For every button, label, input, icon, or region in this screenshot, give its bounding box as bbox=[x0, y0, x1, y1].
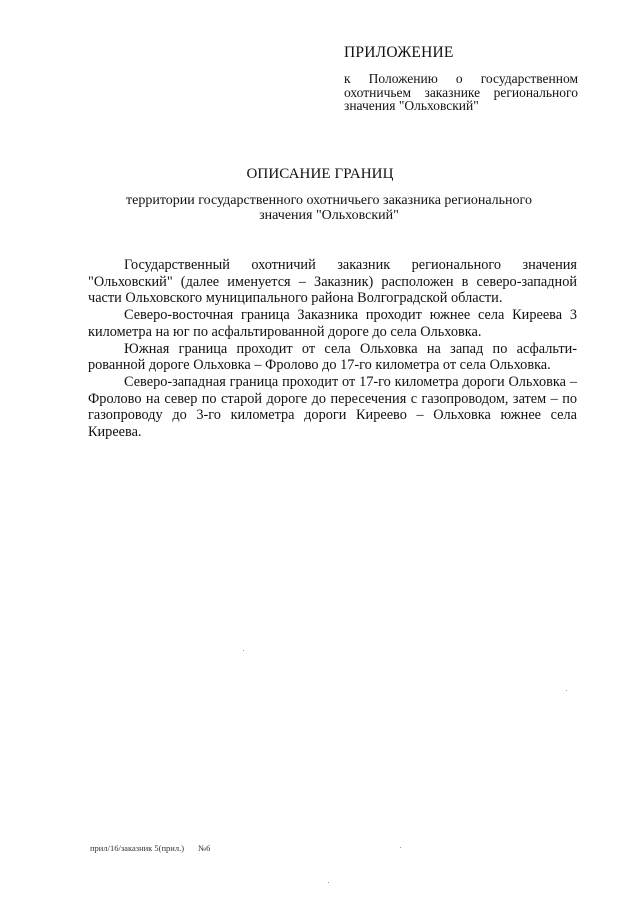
document-heading: ОПИСАНИЕ ГРАНИЦ bbox=[246, 166, 394, 182]
scan-speck bbox=[566, 690, 567, 691]
footer-code: №6 bbox=[198, 843, 211, 853]
appendix-title: ПРИЛОЖЕНИЕ bbox=[344, 44, 454, 61]
scan-speck bbox=[400, 847, 401, 848]
document-body bbox=[88, 257, 577, 441]
paragraph-south-border: Южная граница проходит от села Ольховка на запад по асфальти-рованной дороге Ольховка – Фролово до 17-го километра от села Ольховка. bbox=[88, 340, 577, 374]
page-footer bbox=[90, 843, 210, 853]
appendix-block bbox=[344, 44, 578, 113]
paragraph-northwest-border: Северо-западная граница проходит от 17-го километра дороги Ольховка – Фролово на север по старой дороге до пересечения с газопроводом, затем – по газопроводу до 3-го километра дороги Киреево – Ольховка южнее села Киреева. bbox=[88, 373, 577, 441]
scan-speck bbox=[243, 650, 244, 651]
document-subheading: территории государственного охотничьего заказника регионального значения "Ольховский" bbox=[126, 193, 532, 223]
footer-file-path: прил/16/заказник 5(прил.) bbox=[90, 843, 185, 853]
paragraph-location: Государственный охотничий заказник регионального значения "Ольховский" (далее именуется – Заказник) расположен в северо-западной части Ольховского муниципального района Волгоградской области. bbox=[88, 257, 577, 307]
scan-speck bbox=[328, 882, 329, 883]
appendix-reference: к Положению о государственном охотничьем заказнике регионального значения "Ольховский" bbox=[344, 71, 578, 113]
paragraph-northeast-border: Северо-восточная граница Заказника проходит южнее села Киреева 3 километра на юг по асфальтированной дороге до села Ольховка. bbox=[88, 307, 577, 340]
